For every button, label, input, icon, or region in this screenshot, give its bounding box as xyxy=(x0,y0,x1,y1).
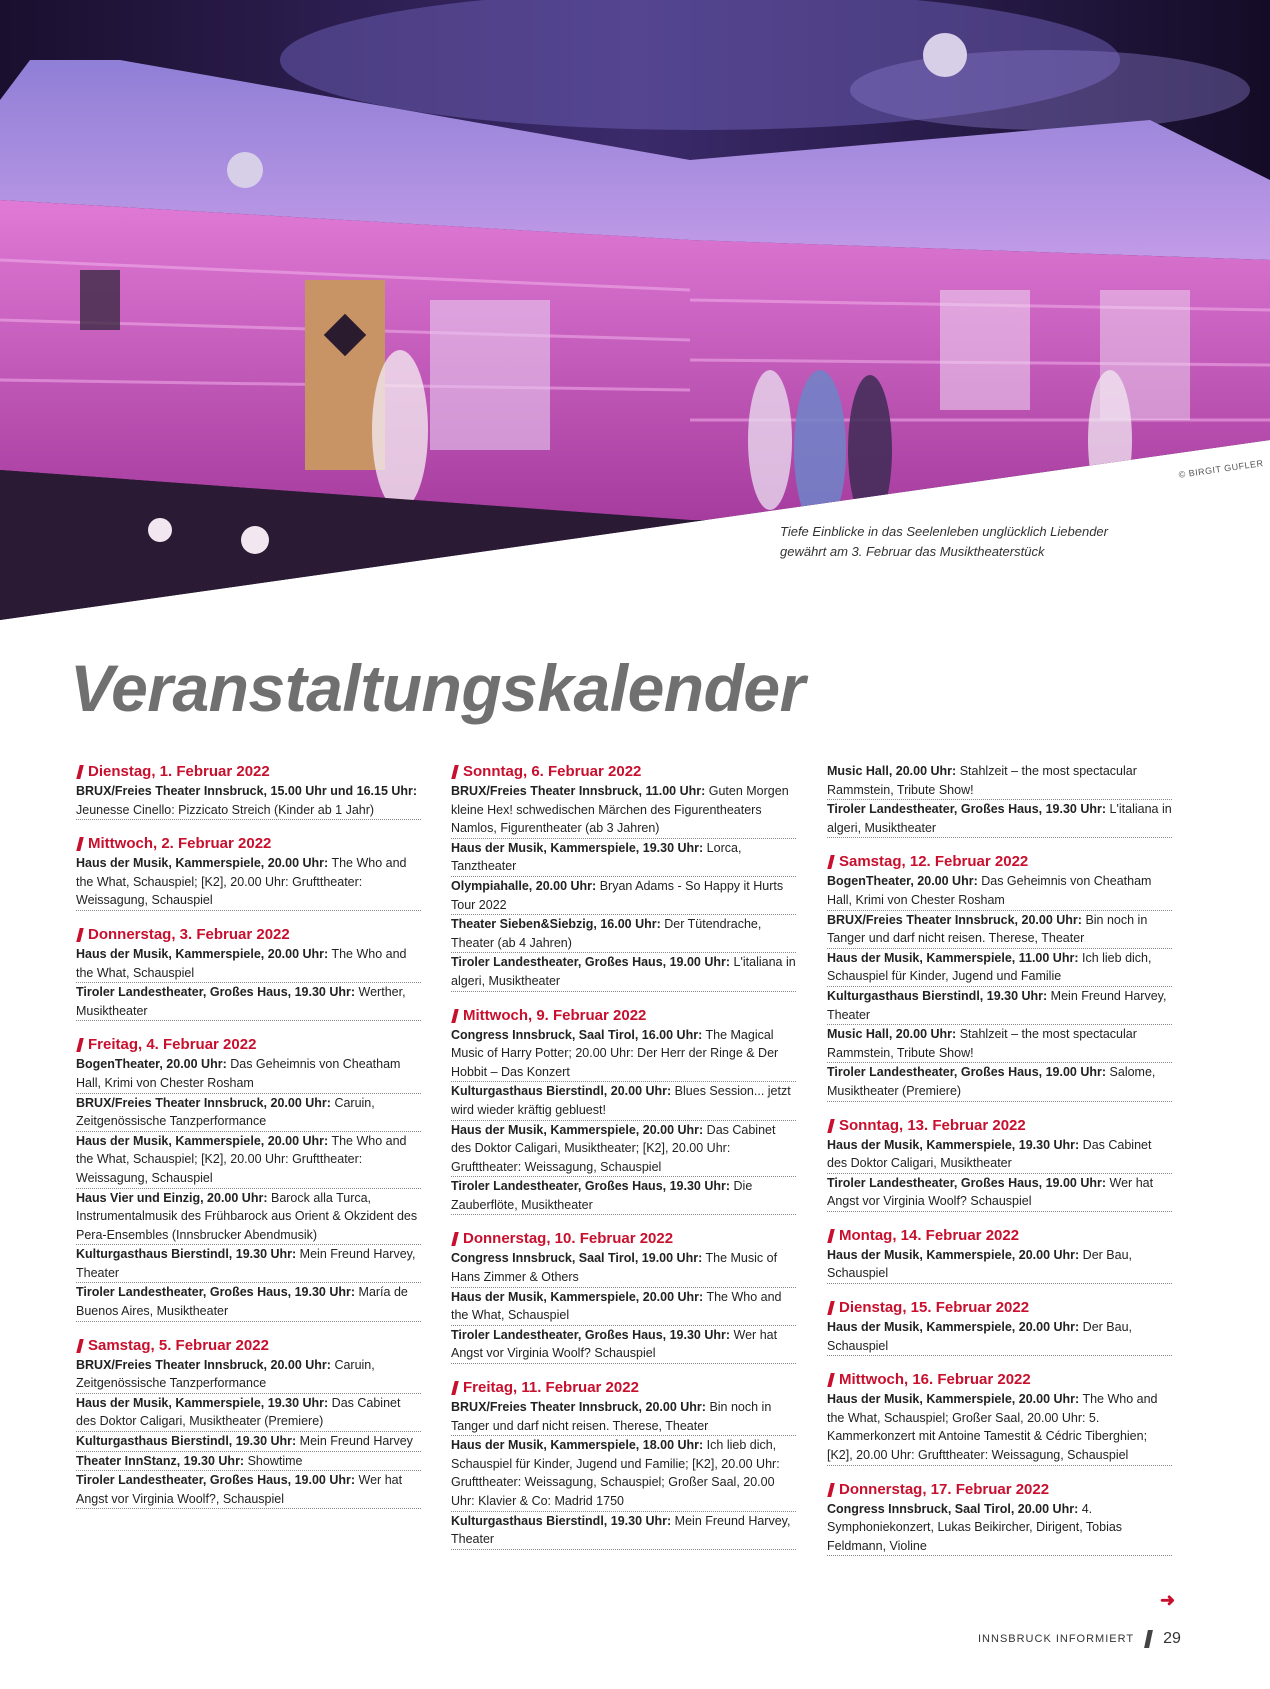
calendar-day xyxy=(451,762,796,992)
day-heading: Sonntag, 6. Februar 2022 xyxy=(451,762,796,782)
event-title: Wer hat Angst vor Virginia Woolf? Schauspiel xyxy=(451,1327,778,1361)
event-title: Lorca, Tanztheater xyxy=(451,840,742,874)
event-title: The Who and the What, Schauspiel; [K2], 20.00 Uhr: Grufttheater: Weissagung, Schauspiel xyxy=(76,1133,407,1185)
event-title: Caruin, Zeitgenössische Tanzperformance xyxy=(76,1357,375,1391)
event-venue: Tiroler Landestheater, Großes Haus, 19.00 Uhr: xyxy=(76,1473,356,1488)
day-heading: Mittwoch, 9. Februar 2022 xyxy=(451,1006,796,1026)
event-venue: Kulturgasthaus Bierstindl, 19.30 Uhr: xyxy=(76,1247,297,1262)
day-heading: Mittwoch, 16. Februar 2022 xyxy=(827,1370,1172,1390)
event-entry xyxy=(827,1318,1172,1356)
event-venue: BogenTheater, 20.00 Uhr: xyxy=(827,874,978,889)
event-venue: Music Hall, 20.00 Uhr: xyxy=(827,1027,957,1042)
event-entry xyxy=(76,782,421,820)
event-title: Der Bau, Schauspiel xyxy=(827,1320,1133,1353)
event-entry xyxy=(827,872,1172,910)
event-venue: Haus der Musik, Kammerspiele, 20.00 Uhr: xyxy=(451,1122,704,1137)
event-entry xyxy=(451,1398,796,1436)
calendar-day xyxy=(827,1480,1172,1557)
event-entry xyxy=(451,1249,796,1287)
event-venue: Haus der Musik, Kammerspiele, 20.00 Uhr: xyxy=(827,1392,1080,1407)
event-entry xyxy=(76,1432,421,1452)
event-venue: Congress Innsbruck, Saal Tirol, 19.00 Uhr: xyxy=(451,1251,703,1266)
event-title: L'italiana in algeri, Musiktheater xyxy=(827,802,1172,835)
event-entry xyxy=(451,1026,796,1083)
event-venue: Tiroler Landestheater, Großes Haus, 19.00 Uhr: xyxy=(827,1175,1107,1190)
event-entry xyxy=(76,1452,421,1472)
event-entry xyxy=(76,1245,421,1283)
event-title: María de Buenos Aires, Musiktheater xyxy=(76,1285,408,1319)
day-heading: Donnerstag, 10. Februar 2022 xyxy=(451,1229,796,1249)
event-title: Wer hat Angst vor Virginia Woolf? Schauspiel xyxy=(827,1175,1154,1209)
publication-name: INNSBRUCK INFORMIERT xyxy=(978,1633,1135,1645)
calendar-column-3 xyxy=(827,762,1172,1570)
event-title: 4. Symphoniekonzert, Lukas Beikircher, Dirigent, Tobias Feldmann, Violine xyxy=(827,1501,1123,1553)
event-venue: Haus der Musik, Kammerspiele, 18.00 Uhr: xyxy=(451,1438,704,1453)
event-entry xyxy=(451,1177,796,1215)
event-venue: Haus der Musik, Kammerspiele, 20.00 Uhr: xyxy=(827,1247,1080,1262)
event-venue: Haus der Musik, Kammerspiele, 20.00 Uhr: xyxy=(76,1133,329,1148)
event-title: The Who and the What, Schauspiel xyxy=(451,1289,782,1323)
day-heading: Sonntag, 13. Februar 2022 xyxy=(827,1116,1172,1136)
calendar-day xyxy=(827,852,1172,1101)
event-title: The Music of Hans Zimmer & Others xyxy=(451,1251,778,1285)
event-title: Bin noch in Tanger und darf nicht reisen. Therese, Theater xyxy=(451,1400,772,1433)
event-entry xyxy=(76,1356,421,1394)
day-heading: Dienstag, 15. Februar 2022 xyxy=(827,1298,1172,1318)
event-entry xyxy=(451,1512,796,1550)
event-venue: Tiroler Landestheater, Großes Haus, 19.30 Uhr: xyxy=(76,1285,356,1300)
event-title: Blues Session... jetzt wird wieder kräftig gebluest! xyxy=(451,1084,791,1117)
event-entry xyxy=(451,953,796,991)
calendar-column-2 xyxy=(451,762,796,1564)
event-venue: Haus der Musik, Kammerspiele, 11.00 Uhr: xyxy=(827,950,1079,965)
calendar-day xyxy=(827,1116,1172,1212)
event-title: Jeunesse Cinello: Pizzicato Streich (Kinder ab 1 Jahr) xyxy=(76,802,375,817)
event-venue: Olympiahalle, 20.00 Uhr: xyxy=(451,878,597,893)
event-title: Salome, Musiktheater (Premiere) xyxy=(827,1065,1156,1098)
event-entry xyxy=(451,1121,796,1178)
event-title: The Who and the What, Schauspiel; [K2], 20.00 Uhr: Grufttheater: Weissagung, Schauspiel xyxy=(76,856,407,908)
calendar-column-1 xyxy=(76,762,421,1523)
event-venue: Congress Innsbruck, Saal Tirol, 16.00 Uhr: xyxy=(451,1027,703,1042)
day-heading: Freitag, 4. Februar 2022 xyxy=(76,1035,421,1055)
event-title: Guten Morgen kleine Hex! schwedischen Märchen des Figurentheaters Namlos, Figurentheater (ab 3 Jahren) xyxy=(451,784,789,836)
event-venue: Haus Vier und Einzig, 20.00 Uhr: xyxy=(76,1190,268,1205)
event-entry xyxy=(827,1390,1172,1465)
event-entry xyxy=(451,1436,796,1511)
event-venue: Tiroler Landestheater, Großes Haus, 19.30 Uhr: xyxy=(76,985,356,1000)
footer-divider xyxy=(1144,1630,1153,1648)
event-title: Caruin, Zeitgenössische Tanzperformance xyxy=(76,1095,375,1129)
event-venue: BRUX/Freies Theater Innsbruck, 15.00 Uhr und 16.15 Uhr: xyxy=(76,784,418,798)
event-title: Das Cabinet des Doktor Caligari, Musiktheater xyxy=(827,1137,1152,1171)
event-title: Stahlzeit – the most spectacular Rammstein, Tribute Show! xyxy=(827,764,1137,797)
event-entry xyxy=(451,782,796,839)
event-venue: Haus der Musik, Kammerspiele, 19.30 Uhr: xyxy=(827,1137,1080,1152)
event-venue: Haus der Musik, Kammerspiele, 20.00 Uhr: xyxy=(76,946,329,961)
event-title: Werther, Musiktheater xyxy=(76,985,406,1018)
day-heading: Samstag, 5. Februar 2022 xyxy=(76,1336,421,1356)
event-entry xyxy=(827,800,1172,838)
event-entry xyxy=(827,987,1172,1025)
event-entry xyxy=(76,1189,421,1246)
calendar-day xyxy=(827,1298,1172,1356)
event-venue: Theater Sieben&Siebzig, 16.00 Uhr: xyxy=(451,917,661,932)
event-venue: Tiroler Landestheater, Großes Haus, 19.00 Uhr: xyxy=(827,1065,1107,1080)
event-entry xyxy=(76,1055,421,1093)
event-venue: Theater InnStanz, 19.30 Uhr: xyxy=(76,1453,245,1468)
day-heading: Dienstag, 1. Februar 2022 xyxy=(76,762,421,782)
event-entry xyxy=(827,949,1172,987)
event-venue: BRUX/Freies Theater Innsbruck, 20.00 Uhr: xyxy=(827,912,1082,927)
event-title: Ich lieb dich, Schauspiel für Kinder, Jugend und Familie xyxy=(827,950,1152,984)
event-title: Stahlzeit – the most spectacular Rammstein, Tribute Show! xyxy=(827,1027,1137,1060)
event-title: Bryan Adams - So Happy it Hurts Tour 2022 xyxy=(451,878,784,912)
event-venue: BRUX/Freies Theater Innsbruck, 20.00 Uhr: xyxy=(451,1400,706,1415)
event-venue: BRUX/Freies Theater Innsbruck, 11.00 Uhr: xyxy=(451,784,706,798)
calendar-day xyxy=(76,1336,421,1510)
photo-credit: © BIRGIT GUFLER xyxy=(1178,458,1265,480)
event-entry xyxy=(827,1246,1172,1284)
event-entry xyxy=(827,1174,1172,1212)
event-title: Mein Freund Harvey, Theater xyxy=(451,1513,791,1547)
event-entry xyxy=(451,1082,796,1120)
event-entry xyxy=(76,1132,421,1189)
event-title: Wer hat Angst vor Virginia Woolf?, Schauspiel xyxy=(76,1473,403,1506)
day-heading: Samstag, 12. Februar 2022 xyxy=(827,852,1172,872)
event-venue: Tiroler Landestheater, Großes Haus, 19.00 Uhr: xyxy=(451,955,731,970)
event-venue: BRUX/Freies Theater Innsbruck, 20.00 Uhr: xyxy=(76,1357,331,1372)
event-title: Ich lieb dich, Schauspiel für Kinder, Jugend und Familie; [K2], 20.00 Uhr: Grufttheater: Weissagung, Schauspiel; Großer Saal, 20.00 Uhr: Klavier & Co: Madrid 1750 xyxy=(451,1438,780,1508)
calendar-day xyxy=(76,762,421,820)
event-title: Das Cabinet des Doktor Caligari, Musiktheater; [K2], 20.00 Uhr: Grufttheater: Weissagung, Schauspiel xyxy=(451,1122,776,1174)
event-title: Mein Freund Harvey, Theater xyxy=(76,1247,416,1280)
event-venue: Haus der Musik, Kammerspiele, 20.00 Uhr: xyxy=(827,1320,1080,1335)
event-entry xyxy=(827,1500,1172,1557)
calendar-day xyxy=(451,1006,796,1216)
event-entry xyxy=(451,915,796,953)
calendar-day xyxy=(827,1370,1172,1465)
event-entry xyxy=(827,1136,1172,1174)
calendar-day xyxy=(451,1378,796,1550)
event-entry xyxy=(76,1394,421,1432)
calendar-day xyxy=(827,1226,1172,1284)
page-footer xyxy=(978,1630,1181,1648)
event-title: Das Geheimnis von Cheatham Hall, Krimi von Chester Rosham xyxy=(76,1057,401,1090)
event-entry xyxy=(827,911,1172,949)
event-venue: Haus der Musik, Kammerspiele, 20.00 Uhr: xyxy=(76,856,329,871)
event-title: Barock alla Turca, Instrumentalmusik des Frühbarock aus Orient & Okzident des Pera-Ensembles (Innsbrucker Abendmusik) xyxy=(76,1190,418,1242)
event-venue: Kulturgasthaus Bierstindl, 19.30 Uhr: xyxy=(451,1513,672,1528)
event-entry xyxy=(451,1326,796,1364)
event-title: L'italiana in algeri, Musiktheater xyxy=(451,955,796,988)
event-title: Der Tütendrache, Theater (ab 4 Jahren) xyxy=(451,917,762,950)
page-number: 29 xyxy=(1163,1630,1181,1647)
day-heading: Mittwoch, 2. Februar 2022 xyxy=(76,834,421,854)
event-entry xyxy=(827,762,1172,800)
calendar-day xyxy=(451,1229,796,1364)
event-venue: Haus der Musik, Kammerspiele, 19.30 Uhr: xyxy=(76,1395,329,1410)
event-title: The Magical Music of Harry Potter; 20.00 Uhr: Der Herr der Ringe & Der Hobbit – Das Konzert xyxy=(451,1027,779,1079)
event-entry xyxy=(76,983,421,1021)
event-entry xyxy=(451,1288,796,1326)
day-heading: Donnerstag, 17. Februar 2022 xyxy=(827,1480,1172,1500)
event-venue: Tiroler Landestheater, Großes Haus, 19.30 Uhr: xyxy=(827,802,1107,817)
day-heading: Donnerstag, 3. Februar 2022 xyxy=(76,925,421,945)
event-venue: Tiroler Landestheater, Großes Haus, 19.30 Uhr: xyxy=(451,1327,731,1342)
event-entry xyxy=(451,877,796,915)
calendar-day xyxy=(76,925,421,1021)
event-entry xyxy=(827,1025,1172,1063)
event-title: Die Zauberflöte, Musiktheater xyxy=(451,1179,753,1212)
event-venue: Tiroler Landestheater, Großes Haus, 19.30 Uhr: xyxy=(451,1179,731,1194)
event-title: Das Geheimnis von Cheatham Hall, Krimi von Chester Rosham xyxy=(827,874,1152,907)
event-venue: Kulturgasthaus Bierstindl, 19.30 Uhr: xyxy=(827,988,1048,1003)
event-venue: BogenTheater, 20.00 Uhr: xyxy=(76,1057,227,1072)
event-entry xyxy=(76,1471,421,1509)
event-venue: Kulturgasthaus Bierstindl, 19.30 Uhr: xyxy=(76,1434,297,1449)
page-title: Veranstaltungskalender xyxy=(70,651,805,725)
event-entry xyxy=(76,854,421,911)
event-title: Bin noch in Tanger und darf nicht reisen. Therese, Theater xyxy=(827,912,1148,946)
event-entry xyxy=(451,839,796,877)
calendar-day xyxy=(827,762,1172,838)
event-entry xyxy=(76,945,421,983)
event-title: The Who and the What, Schauspiel; Großer Saal, 20.00 Uhr: 5. Kammerkonzert mit Antoine Tamestit & Cédric Tiberghien; [K2], 20.00 Uhr: Grufttheater: Weissagung, Schauspiel xyxy=(827,1392,1158,1463)
event-title: Showtime xyxy=(247,1453,303,1468)
calendar-day xyxy=(76,834,421,911)
event-venue: Haus der Musik, Kammerspiele, 19.30 Uhr: xyxy=(451,840,704,855)
event-title: Der Bau, Schauspiel xyxy=(827,1247,1133,1281)
event-venue: Haus der Musik, Kammerspiele, 20.00 Uhr: xyxy=(451,1289,704,1304)
event-title: Mein Freund Harvey xyxy=(299,1434,413,1449)
event-venue: Kulturgasthaus Bierstindl, 20.00 Uhr: xyxy=(451,1084,672,1099)
event-entry xyxy=(827,1063,1172,1101)
day-heading: Montag, 14. Februar 2022 xyxy=(827,1226,1172,1246)
event-title: Mein Freund Harvey, Theater xyxy=(827,988,1167,1022)
event-venue: BRUX/Freies Theater Innsbruck, 20.00 Uhr: xyxy=(76,1095,331,1110)
day-heading: Freitag, 11. Februar 2022 xyxy=(451,1378,796,1398)
event-title: The Who and the What, Schauspiel xyxy=(76,946,407,980)
event-entry xyxy=(76,1283,421,1321)
event-entry xyxy=(76,1094,421,1132)
photo-caption: Tiefe Einblicke in das Seelenleben unglücklich Liebender gewährt am 3. Februar das Musiktheaterstück xyxy=(780,524,1108,559)
event-title: Das Cabinet des Doktor Caligari, Musiktheater (Premiere) xyxy=(76,1395,401,1429)
next-page-arrow-icon: ➜ xyxy=(1160,1590,1176,1610)
event-venue: Music Hall, 20.00 Uhr: xyxy=(827,764,957,778)
calendar-day xyxy=(76,1035,421,1321)
event-venue: Congress Innsbruck, Saal Tirol, 20.00 Uhr: xyxy=(827,1501,1079,1516)
